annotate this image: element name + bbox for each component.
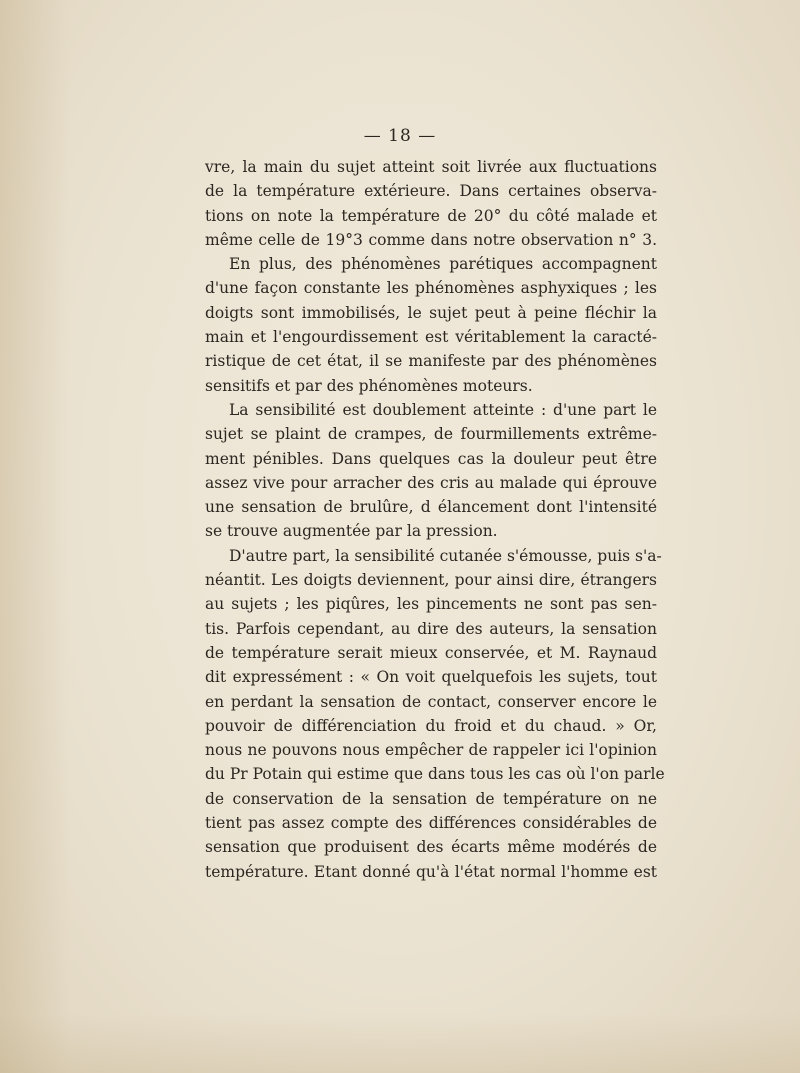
text-line: néantit. Les doigts deviennent, pour ainsi dire, étrangers [205,571,657,590]
text-line: assez vive pour arracher des cris au malade qui éprouve [205,473,657,492]
text-line: sensitifs et par des phénomènes moteurs. [205,376,533,395]
text-line: sujet se plaint de crampes, de fourmillements extrême- [205,425,657,444]
text-line: de la température extérieure. Dans certaines observa- [205,182,657,201]
text-line: sensation que produisent des écarts même modérés de [205,838,657,857]
text-line: ristique de cet état, il se manifeste par des phénomènes [205,352,657,371]
text-line: doigts sont immobilisés, le sujet peut à peine fléchir la [205,303,657,322]
text-line: du Pr Potain qui estime que dans tous les cas où l'on parle [205,765,665,784]
text-line: de conservation de la sensation de température on ne [205,789,657,808]
text-line: en perdant la sensation de contact, conserver encore le [205,692,657,711]
text-line: La sensibilité est doublement atteinte : d'une part le [229,400,657,419]
text-line: ment pénibles. Dans quelques cas la douleur peut être [205,449,657,468]
text-line: de température serait mieux conservée, et M. Raynaud [205,643,657,662]
text-line: tions on note la température de 20° du côté malade et [205,206,657,225]
text-line: température. Etant donné qu'à l'état normal l'homme est [205,862,657,881]
text-line: au sujets ; les piqûres, les pincements ne sont pas sen- [205,595,657,614]
text-line: tient pas assez compte des différences considérables de [205,814,657,833]
text-line: D'autre part, la sensibilité cutanée s'émousse, puis s'a- [229,546,662,565]
text-line: nous ne pouvons nous empêcher de rappeler ici l'opinion [205,741,657,760]
text-line: pouvoir de différenciation du froid et du chaud. » Or, [205,716,657,735]
text-line: dit expressément : « On voit quelquefois les sujets, tout [205,668,657,687]
body-text [205,155,665,884]
text-line: se trouve augmentée par la pression. [205,522,498,541]
text-line: En plus, des phénomènes parétiques accompagnent [229,255,657,274]
text-line: vre, la main du sujet atteint soit livrée aux fluctuations [205,158,657,176]
page-edge-shading-bottom [0,1013,800,1073]
text-line: d'une façon constante les phénomènes asphyxiques ; les [205,279,657,298]
text-line: tis. Parfois cependant, au dire des auteurs, la sensation [205,619,657,638]
page-number: — 18 — [363,126,437,146]
text-line: même celle de 19°3 comme dans notre observation n° 3. [205,230,657,249]
text-line: main et l'engourdissement est véritablement la caracté- [205,328,657,347]
page-edge-shading-left [0,0,70,1073]
text-line: une sensation de brulûre, d élancement dont l'intensité [205,498,657,517]
